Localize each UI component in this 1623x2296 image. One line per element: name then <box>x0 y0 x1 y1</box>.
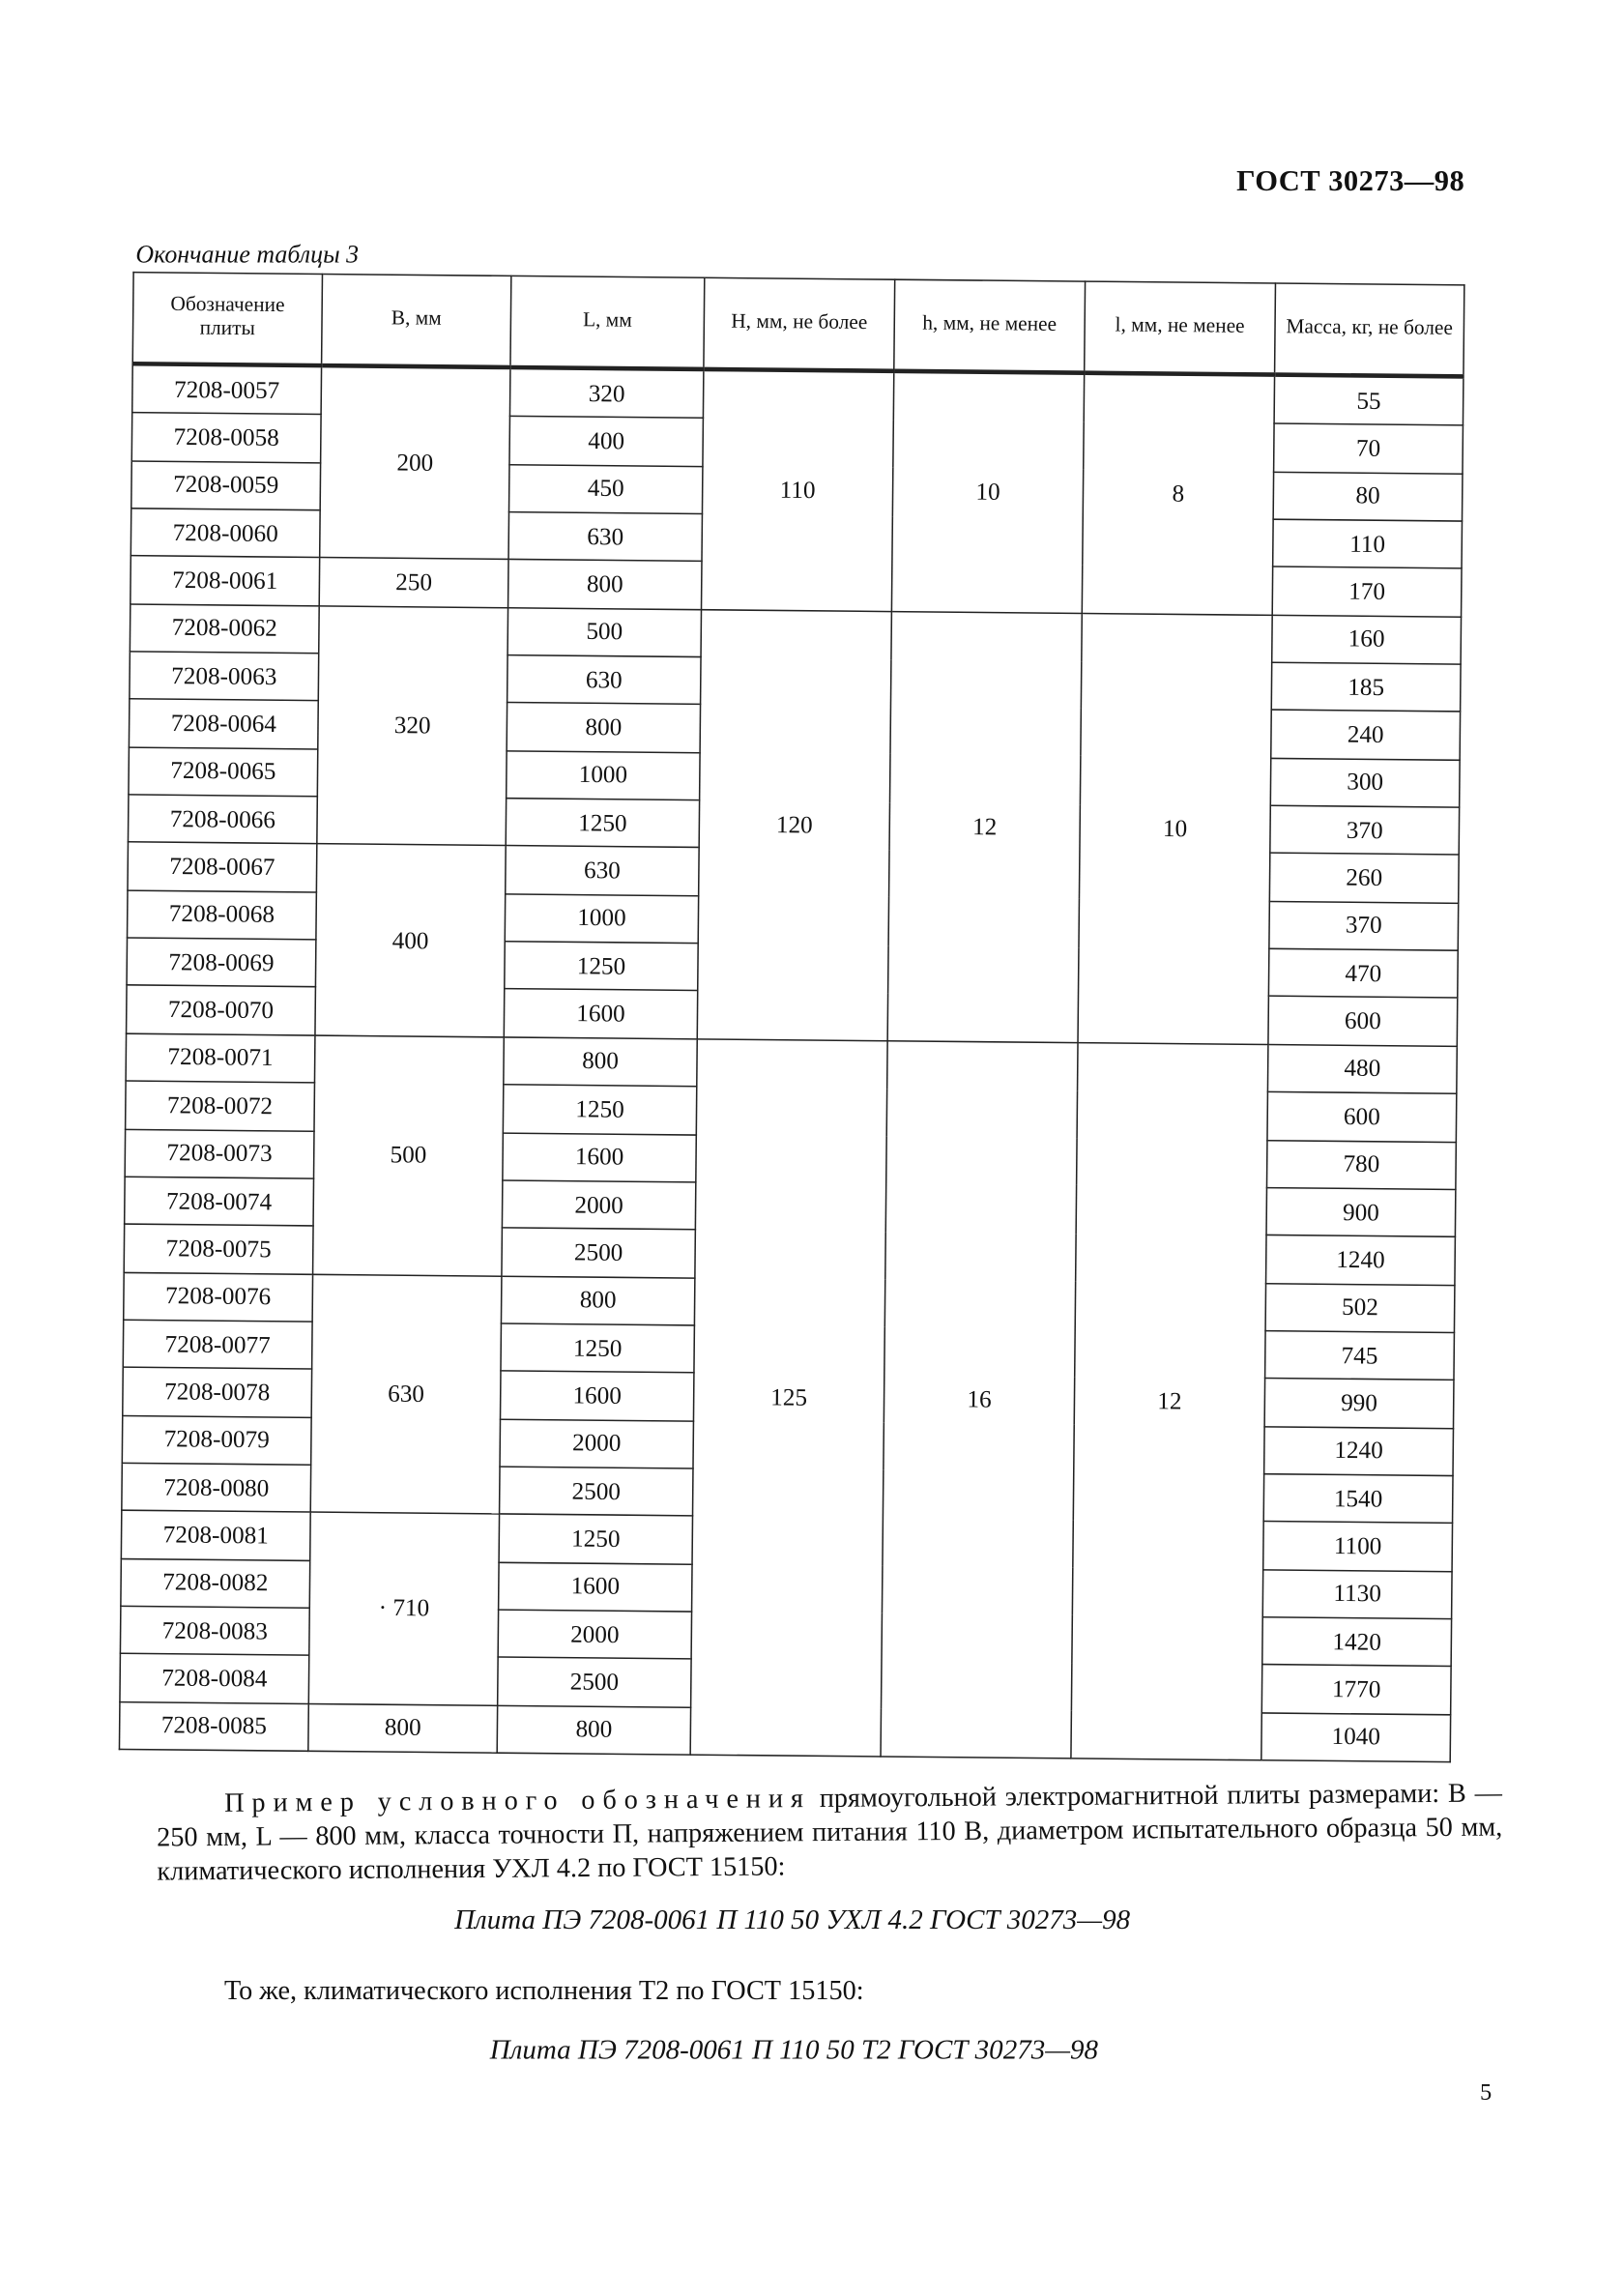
cell-designation: 7208-0084 <box>120 1654 309 1703</box>
cell-designation: 7208-0068 <box>128 890 317 940</box>
cell-length-l: 2500 <box>500 1467 693 1516</box>
cell-designation: 7208-0063 <box>130 652 319 701</box>
cell-designation: 7208-0057 <box>132 363 322 415</box>
cell-length-l: 400 <box>509 417 703 466</box>
cell-designation: 7208-0059 <box>131 461 321 510</box>
cell-designation: 7208-0075 <box>124 1224 313 1273</box>
cell-designation: 7208-0083 <box>120 1606 309 1655</box>
example-text: прямоугольной электромагнитной плиты размерами: B — 250 мм, L — 800 мм, класса точности П, напряжением питания 110 В, диаметром испытательного образца 50 мм, климатического исполнения УХЛ 4.2 по ГОСТ 15150: <box>157 1779 1503 1888</box>
cell-l-min: 10 <box>1078 613 1272 1044</box>
cell-l-min: 8 <box>1082 373 1274 615</box>
cell-mass: 300 <box>1270 758 1460 807</box>
plate-spec-table <box>119 272 1465 1763</box>
cell-designation: 7208-0062 <box>130 604 319 654</box>
cell-length-l: 1600 <box>501 1371 694 1420</box>
column-header: l, мм, не менее <box>1085 281 1276 375</box>
cell-designation: 7208-0060 <box>130 509 320 558</box>
cell-designation: 7208-0082 <box>121 1558 310 1608</box>
cell-length-l: 2000 <box>500 1419 693 1468</box>
cell-designation: 7208-0074 <box>125 1177 314 1226</box>
cell-designation: 7208-0080 <box>122 1463 311 1512</box>
cell-length-l: 320 <box>509 367 703 419</box>
cell-mass: 1100 <box>1263 1522 1453 1571</box>
cell-mass: 240 <box>1271 711 1461 760</box>
cell-length-l: 630 <box>506 846 699 895</box>
cell-width-b: 200 <box>320 365 510 560</box>
cell-length-l: 1250 <box>506 799 699 848</box>
designation-example <box>157 1778 1503 1890</box>
cell-length-l: 450 <box>509 464 703 513</box>
cell-length-l: 1600 <box>499 1562 692 1612</box>
cell-designation: 7208-0070 <box>127 986 316 1035</box>
cell-mass: 470 <box>1268 949 1458 999</box>
cell-mass: 480 <box>1267 1044 1457 1093</box>
example-same-text: То же, климатического исполнения Т2 по ГОСТ 15150: <box>224 1977 864 2007</box>
cell-length-l: 1000 <box>505 894 698 944</box>
cell-designation: 7208-0073 <box>125 1129 314 1178</box>
cell-designation: 7208-0079 <box>122 1415 311 1465</box>
cell-mass: 745 <box>1265 1330 1455 1380</box>
cell-width-b: 400 <box>315 844 506 1036</box>
cell-height-max: 110 <box>702 369 894 611</box>
cell-height-max: 120 <box>697 609 891 1040</box>
cell-width-b: 250 <box>319 558 508 607</box>
cell-mass: 370 <box>1269 901 1459 950</box>
cell-length-l: 1000 <box>507 750 700 799</box>
cell-width-b: 630 <box>310 1274 502 1515</box>
cell-h-min: 16 <box>881 1040 1078 1758</box>
cell-mass: 502 <box>1265 1283 1455 1332</box>
cell-length-l: 2000 <box>502 1180 695 1230</box>
cell-designation: 7208-0065 <box>129 747 318 797</box>
cell-designation: 7208-0085 <box>119 1701 308 1751</box>
cell-mass: 110 <box>1273 519 1463 568</box>
cell-length-l: 2500 <box>502 1228 695 1277</box>
cell-designation: 7208-0077 <box>123 1320 312 1369</box>
cell-mass: 1540 <box>1263 1474 1453 1524</box>
cell-mass: 1770 <box>1261 1665 1451 1714</box>
cell-mass: 600 <box>1267 1092 1457 1142</box>
cell-mass: 260 <box>1269 854 1459 903</box>
table-body <box>119 363 1463 1761</box>
cell-length-l: 630 <box>508 512 702 562</box>
cell-length-l: 800 <box>507 703 700 752</box>
cell-mass: 1130 <box>1262 1569 1452 1618</box>
cell-length-l: 500 <box>507 607 701 656</box>
cell-mass: 990 <box>1264 1379 1454 1428</box>
example-formula: Плита ПЭ 7208-0061 П 110 50 УХЛ 4.2 ГОСТ 30273—98 <box>454 1904 1131 1936</box>
cell-designation: 7208-0061 <box>130 556 320 605</box>
cell-mass: 70 <box>1274 423 1464 473</box>
column-header: h, мм, не менее <box>894 279 1086 373</box>
column-header: Масса, кг, не более <box>1275 283 1464 377</box>
cell-width-b: · 710 <box>308 1512 499 1704</box>
cell-length-l: 2000 <box>498 1610 691 1659</box>
cell-designation: 7208-0067 <box>128 842 317 891</box>
table-caption: Окончание таблцы 3 <box>135 240 360 269</box>
column-header: B, мм <box>322 274 511 367</box>
paragraph-indent <box>157 1812 224 1813</box>
table-header-row <box>132 273 1464 377</box>
cell-length-l: 1250 <box>501 1323 694 1373</box>
cell-height-max: 125 <box>690 1039 887 1757</box>
column-header: H, мм, не более <box>704 277 895 371</box>
cell-designation: 7208-0058 <box>131 413 321 462</box>
cell-mass: 780 <box>1266 1140 1456 1189</box>
cell-length-l: 1600 <box>504 989 697 1038</box>
document-code: ГОСТ 30273—98 <box>1236 164 1465 198</box>
cell-designation: 7208-0066 <box>128 795 317 844</box>
cell-mass: 185 <box>1271 662 1461 712</box>
cell-length-l: 800 <box>508 560 702 609</box>
cell-length-l: 630 <box>507 655 701 705</box>
cell-h-min: 10 <box>891 371 1084 613</box>
page-number: 5 <box>1479 2080 1493 2107</box>
cell-width-b: 800 <box>308 1703 498 1753</box>
cell-mass: 80 <box>1273 472 1463 521</box>
cell-mass: 370 <box>1270 805 1460 855</box>
cell-designation: 7208-0081 <box>121 1511 310 1560</box>
cell-designation: 7208-0078 <box>123 1367 312 1416</box>
cell-h-min: 12 <box>887 611 1082 1042</box>
cell-mass: 1240 <box>1264 1426 1454 1475</box>
column-header: Обозначение плиты <box>132 273 322 366</box>
cell-mass: 1420 <box>1262 1617 1452 1667</box>
cell-designation: 7208-0071 <box>126 1033 315 1083</box>
cell-mass: 55 <box>1274 375 1464 426</box>
cell-mass: 900 <box>1266 1187 1456 1236</box>
cell-mass: 1040 <box>1261 1712 1451 1761</box>
cell-designation: 7208-0064 <box>129 699 318 748</box>
cell-width-b: 320 <box>317 605 508 846</box>
cell-width-b: 500 <box>313 1035 505 1276</box>
cell-mass: 1240 <box>1266 1235 1456 1285</box>
cell-mass: 600 <box>1268 997 1458 1046</box>
cell-designation: 7208-0072 <box>126 1081 315 1130</box>
example-formula-2: Плита ПЭ 7208-0061 П 110 50 Т2 ГОСТ 30273—98 <box>489 2034 1098 2066</box>
cell-designation: 7208-0069 <box>127 938 316 987</box>
cell-length-l: 800 <box>504 1037 697 1087</box>
cell-length-l: 2500 <box>498 1657 691 1706</box>
cell-length-l: 1250 <box>503 1085 696 1134</box>
cell-length-l: 1250 <box>505 942 698 991</box>
example-lead: Пример условного обозначения <box>224 1785 812 1819</box>
cell-length-l: 800 <box>497 1705 690 1755</box>
cell-mass: 160 <box>1272 615 1462 664</box>
cell-length-l: 800 <box>501 1275 694 1324</box>
cell-mass: 170 <box>1272 567 1462 617</box>
cell-l-min: 12 <box>1071 1042 1268 1759</box>
column-header: L, мм <box>510 276 705 369</box>
cell-designation: 7208-0076 <box>124 1272 313 1322</box>
cell-length-l: 1600 <box>503 1132 696 1181</box>
cell-length-l: 1250 <box>499 1514 692 1563</box>
